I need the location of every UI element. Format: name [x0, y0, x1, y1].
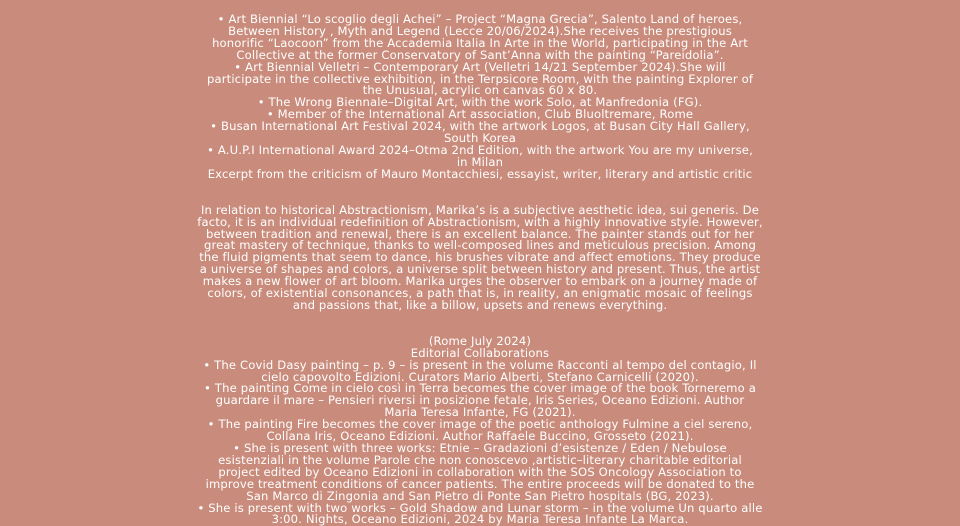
text-line: cielo capovolto Edizioni. Curators Mario Alberti, Stefano Carnicelli (2020). [261, 369, 699, 384]
text-line: between tradition and renewal, there is an excellent balance. The painter stands out for her [205, 226, 755, 241]
text-line: Excerpt from the criticism of Mauro Montacchiesi, essayist, writer, literary and artistic critic [207, 166, 753, 181]
text-line: the Unusual, acrylic on canvas 60 x 80. [362, 83, 598, 98]
text-line: improve treatment conditions of cancer patients. The entire proceeds will be donated to the [205, 476, 755, 491]
text-line: • Art Biennial Velletri – Contemporary Art (Velletri 14/21 September 2024).She will [234, 59, 726, 74]
text-line: • The Wrong Biennale–Digital Art, with the work Solo, at Manfredonia (FG). [257, 95, 703, 110]
text-line: in Milan [456, 154, 504, 169]
editorial-collaborations [84, 333, 876, 526]
text-line: San Marco di Zingonia and San Pietro di Ponte San Pietro hospitals (BG, 2023). [246, 488, 714, 503]
text-line: South Korea [444, 131, 516, 146]
text-line: colors, of existential consonances, a path that is, in reality, an enigmatic mosaic of feelings [207, 286, 753, 301]
text-line: Between History , Myth and Legend (Lecce 20/06/2024).She receives the prestigious [228, 23, 732, 38]
text-line: • Member of the International Art association, Club Bluoltremare, Rome [266, 107, 694, 122]
text-line: • She is present with three works: Etnie – Gradazioni d’esistenze / Eden / Nebulose [233, 441, 727, 455]
critic-excerpt [84, 202, 876, 312]
text-line: • The painting Fire becomes the cover image of the poetic anthology Fulmine a ciel sereno, [207, 417, 753, 432]
text-line: • Art Biennial “Lo scoglio degli Achei” – Project “Magna Grecia”, Salento Land of heroes, [217, 12, 743, 26]
text-line: esistenziali in the volume Parole che non conoscevo ,artistic–literary charitable editorial [218, 452, 742, 467]
text-line: project edited by Oceano Edizioni in collaboration with the SOS Oncology Association to [218, 464, 742, 479]
text-line: • Busan International Art Festival 2024, with the artwork Logos, at Busan City Hall Gallery, [210, 119, 750, 134]
exhibitions-list [84, 14, 876, 181]
text-line: (Rome July 2024) [428, 333, 532, 348]
text-line: the fluid pigments that seem to dance, his brushes vibrate and affect emotions. They produce [199, 250, 761, 265]
text-line: • The painting Come in cielo così in Terra becomes the cover image of the book Torneremo a [204, 381, 756, 396]
spacer [84, 312, 876, 336]
text-line: • A.U.P.I International Award 2024–Otma 2nd Edition, with the artwork You are my universe, [207, 142, 753, 157]
text-line: 3:00. Nights, Oceano Edizioni, 2024 by Maria Teresa Infante La Marca. [271, 512, 689, 526]
text-line: Maria Teresa Infante, FG (2021). [384, 405, 576, 420]
text-line: honorific “Laocoon” from the Accademia Italia In Arte in the World, participating in the Art [212, 35, 748, 50]
text-line: makes a new flower of art bloom. Marika urges the observer to embark on a journey made of [202, 274, 758, 289]
text-line: • The Covid Dasy painting – p. 9 – is present in the volume Racconti al tempo del contagio, Il [203, 357, 757, 372]
text-line: • She is present with two works – Gold Shadow and Lunar storm – in the volume Un quarto alle [197, 500, 763, 515]
text-line: and passions that, like a billow, upsets and renews everything. [292, 297, 668, 312]
section-heading: Editorial Collaborations [410, 345, 550, 360]
text-line: Collective at the former Conservatory of Sant’Anna with the painting “Pareidolia”. [236, 47, 724, 62]
text-line: facto, it is an individual redefinition of Abstractionism, with a highly innovative style. However, [197, 214, 763, 229]
spacer [84, 181, 876, 205]
text-line: guardare il mare – Pensieri riversi in posizione fetale, Iris Series, Oceano Edizioni. Author [215, 393, 745, 408]
text-line: a universe of shapes and colors, a universe split between history and present. Thus, the artist [199, 262, 761, 277]
text-line: In relation to historical Abstractionism, Marika’s is a subjective aesthetic idea, sui generis. De [200, 202, 760, 217]
text-line: Collana Iris, Oceano Edizioni. Author Raffaele Buccino, Grosseto (2021). [266, 429, 694, 444]
text-line: participate in the collective exhibition, in the Terpsicore Room, with the painting Explorer of [206, 71, 754, 86]
text-line: great mastery of technique, thanks to well-composed lines and meticulous precision. Among [203, 238, 757, 253]
